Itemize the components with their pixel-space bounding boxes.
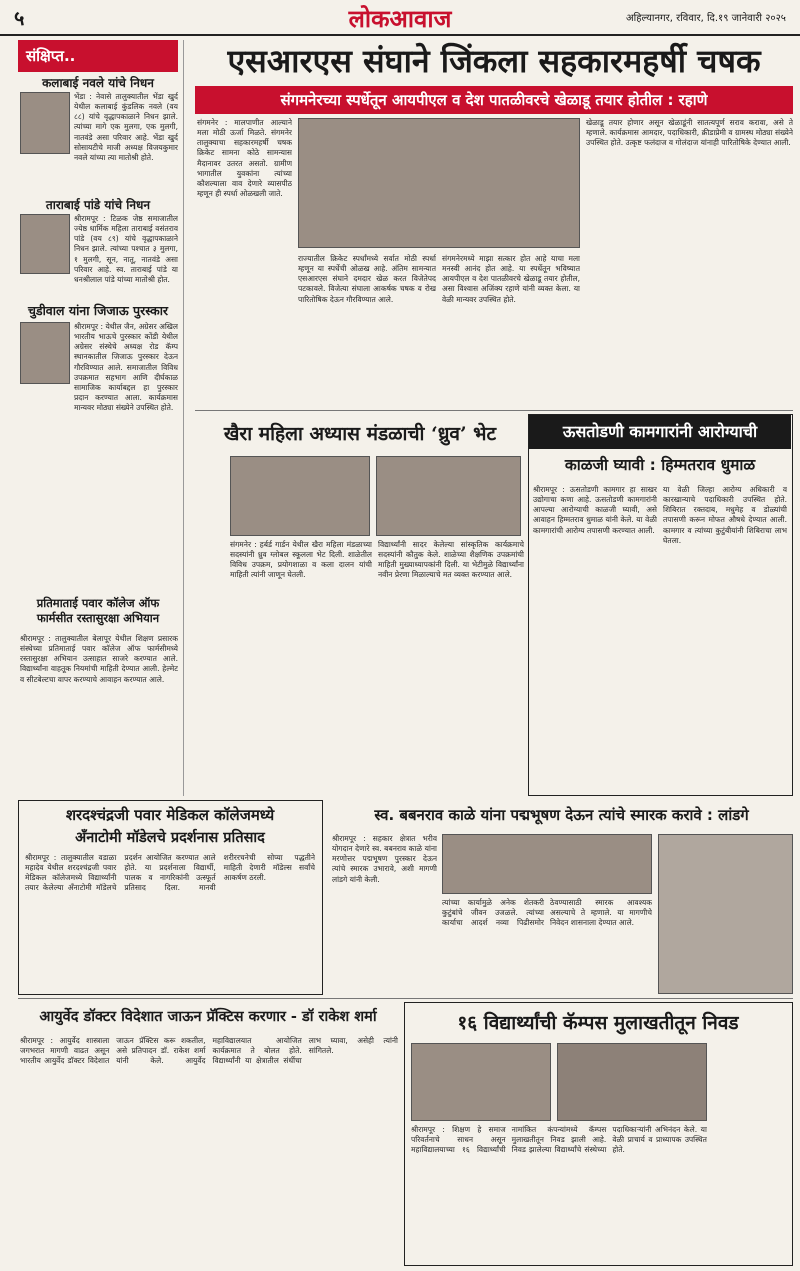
masthead: लोकआवाज [348,4,452,33]
story-body: संगमनेर : हर्बर्ड गार्डन येथील खैरा महिला मंडळाच्या सदस्यांनी ध्रुव ग्लोबल स्कूलला भेट दिली. शाळेतील विविध उपक्रम, प्रयोगशाळा व कला दालन यांची माहिती त्यांनी जाणून घेतली. [230,540,372,580]
event-photo [658,834,793,994]
story-headline: शरदश्चंद्रजी पवार मेडिकल कॉलेजमध्ये [65,806,275,824]
page-header [0,0,800,36]
brief-body: श्रीरामपूर : तालुक्यातील बेलापूर येथील शिक्षण प्रसारक संस्थेच्या प्रतिमाताई पवार कॉलेज ऑफ फार्मसीमध्ये रस्तासुरक्षा अभियान उत्साहात साजरे करण्यात आले. विद्यार्थ्यांना वाहतूक नियमांची माहिती देण्यात आली. हेल्मेट व सीटबेल्टचा वापर करण्याचे आवाहन करण्यात आले. [20,634,178,684]
story-box [18,800,323,995]
story-subheadline: अँनाटोमी मॉडेलचे प्रदर्शनास प्रतिसाद [75,830,265,846]
brief-body: श्रीरामपूर : येथील जैन, अग्रेसर अखिल भारतीय भाऊचे पुरस्कार कोंडी येथील अग्रेसर संस्थेचे अध्यक्ष रोड कॅम्प स्थानकातील जिजाऊ पुरस्कार देऊन गौरविण्यात आले. समाजातील विविध उपक्रमात सहभाग आणि दीर्घकाळ सामाजिक कार्याबद्दल हा पुरस्कार प्रदान करण्यात आला. कार्यक्रमास मान्यवर मोठ्या संख्येने उपस्थित होते. [74,322,178,412]
brief-heading: प्रतिमाताई पवार कॉलेज ऑफ फार्मसीत रस्तासुरक्षा अभियान [36,596,160,625]
story-headline: ऊसतोडणी कामगारांनी आरोग्याची [529,415,791,449]
story-body: श्रीरामपूर : शिक्षण हे समाज परिवर्तनाचे साधन असून महाविद्यालयाच्या १६ विद्यार्थ्यांची नामांकित कंपन्यांमध्ये कॅम्पस मुलाखतीतून निवड झाली आहे. निवड झालेल्या विद्यार्थ्यांचे संस्थेच्या पदाधिकाऱ्यांनी अभिनंदन केले. या वेळी प्राचार्य व प्राध्यापक उपस्थित होते. [411,1125,707,1155]
story-body: श्रीरामपूर : आयुर्वेद शास्त्राला जगभरात मागणी वाढत असून भारतीय आयुर्वेद डॉक्टर विदेशात जाऊन प्रॅक्टिस करू शकतील, असे प्रतिपादन डॉ. राकेश शर्मा यांनी केले. आयुर्वेद महाविद्यालयात आयोजित कार्यक्रमात ते बोलत होते. विद्यार्थ्यांनी या क्षेत्रातील संधींचा लाभ घ्यावा, असेही त्यांनी सांगितले. [20,1036,398,1066]
lead-body: राज्यातील क्रिकेट स्पर्धांमध्ये सर्वात मोठी स्पर्धा म्हणून या स्पर्धेची ओळख आहे. अंतिम सामन्यात एसआरएस संघाने दमदार खेळ करत विजेतेपद पटकावले. विजेत्या संघाला आकर्षक चषक व रोख पारितोषिक देऊन गौरविण्यात आले. [298,254,436,304]
portrait-photo [20,214,70,274]
story-headline: १६ विद्यार्थ्यांची कॅम्पस मुलाखतीतून निवड [457,1012,739,1034]
story-body: विद्यार्थ्यांनी सादर केलेल्या सांस्कृतिक कार्यक्रमाचे सदस्यांनी कौतुक केले. शाळेच्या शैक्षणिक उपक्रमांची माहिती मुख्याध्यापकांनी दिली. या भेटीमुळे विद्यार्थ्यांना नवीन प्रेरणा मिळाल्याचे मत व्यक्त करण्यात आले. [378,540,524,580]
lead-body: खेळाडू तयार होणार असून खेळाडूंनी सातत्यपूर्ण सराव करावा, असे ते म्हणाले. कार्यक्रमास आमदार, पदाधिकारी, क्रीडाप्रेमी व ग्रामस्थ मोठ्या संख्येने उपस्थित होते. उत्कृष्ट फलंदाज व गोलंदाज यांनाही पारितोषिके देण्यात आली. [586,118,793,148]
divider [195,410,793,411]
brief-heading: चुडीवाल यांना जिजाऊ पुरस्कार [27,303,169,318]
lead-headline: एसआरएस संघाने जिंकला सहकारमहर्षी चषक [227,42,761,80]
story-box [404,1002,793,1266]
story-body: श्रीरामपूर : सहकार क्षेत्रात भरीव योगदान देणारे स्व. बबनराव काळे यांना मरणोत्तर पद्मभूषण पुरस्कार देऊन त्यांचे स्मारक उभारावे, अशी मागणी लांडगे यांनी केली. [332,834,437,884]
dateline: अहिल्यानगर, रविवार, दि.१९ जानेवारी २०२५ [626,13,786,24]
team-photo [298,118,580,248]
story-headline: खैरा महिला अध्यास मंडळाची ‘ध्रुव’ भेट [223,423,497,445]
story-headline: आयुर्वेद डॉक्टर विदेशात जाऊन प्रॅक्टिस करणार - डॉ राकेश शर्मा [39,1009,377,1025]
lead-body: संगमनेर : मालपाणीत आल्याने मला मोठी ऊर्जा मिळते. संगमनेर तालुक्याचा सहकारमहर्षी चषक क्रिकेट सामना कोठे सामन्यास मैदानावर उतरत असतो. ग्रामीण भागातील युवकांना त्यांच्या कौशल्याला वाव देणारे व्यासपीठ म्हणून ही स्पर्धा ओळखली जाते. [197,118,292,198]
portrait-photo [20,92,70,154]
brief-body: श्रीरामपूर : टिळक जेष्ठ समाजातील ज्येष्ठ धार्मिक महिला ताराबाई वसंतराव पांडे (वय ८९) यांचे वृद्धापकाळाने निधन झाले. त्यांच्या पश्चात ३ मुलगा, १ मुलगी, सून, नातू, नातवंडे असा परिवार आहे. स्व. ताराबाई पांडे या धनश्रीलाल पांडे यांच्या मातोश्री होत. [74,214,178,284]
portrait-photo [20,322,70,384]
divider [18,998,793,999]
group-photo [376,456,521,536]
story-body: या वेळी जिल्हा आरोग्य अधिकारी व कारखान्याचे पदाधिकारी उपस्थित होते. शिबिरात रक्तदाब, मधुमेह व डोळ्यांची तपासणी करून मोफत औषधे देण्यात आली. कामगार व त्यांच्या कुटुंबीयांनी शिबिराचा लाभ घेतला. [663,485,787,545]
brief-heading: ताराबाई पांडे यांचे निधन [45,198,151,212]
story-body: त्यांच्या कार्यामुळे अनेक शेतकरी कुटुंबांचे जीवन उजळले. त्यांच्या कार्याचा आदर्श नव्या पिढीसमोर ठेवण्यासाठी स्मारक आवश्यक असल्याचे ते म्हणाले. या मागणीचे निवेदन शासनाला देण्यात आले. [442,898,652,928]
story-body: श्रीरामपूर : ऊसतोडणी कामगार हा साखर उद्योगाचा कणा आहे. ऊसतोडणी कामगारांनी आपल्या आरोग्याची काळजी घ्यावी, असे आवाहन हिम्मतराव धुमाळ यांनी केले. या वेळी कामगारांची आरोग्य तपासणी करण्यात आली. [533,485,657,535]
lead-subhead: संगमनेरच्या स्पर्धेतून आयपीएल व देश पातळीवरचे खेळाडू तयार होतील : रहाणे [195,86,793,114]
story-box [528,414,793,796]
story-subheadline: काळजी घ्यावी : हिम्मतराव धुमाळ [564,456,756,474]
sidebar-briefs [18,40,184,796]
group-photo [411,1043,551,1121]
page-number: ५ [14,6,25,30]
brief-heading: कलाबाई नवले यांचे निधन [42,76,154,90]
group-photo [557,1043,707,1121]
event-photo [442,834,652,894]
lead-body: संगमनेरमध्ये माझा सत्कार होत आहे याचा मला मनस्वी आनंद होत आहे. या स्पर्धेतून भविष्यात आयपीएल व देश पातळीवरचे खेळाडू तयार होतील, असा विश्वास अजिंक्य रहाणे यांनी व्यक्त केला. या वेळी मान्यवर उपस्थित होते. [442,254,580,304]
sidebar-title: संक्षिप्त.. [18,40,178,72]
story-body: श्रीरामपूर : तालुक्यातील वडाळा महादेव येथील शरदश्चंद्रजी पवार मेडिकल कॉलेजमध्ये विद्यार्थ्यांनी तयार केलेल्या अँनाटोमी मॉडेलचे प्रदर्शन आयोजित करण्यात आले होते. या प्रदर्शनाला विद्यार्थी, पालक व नागरिकांनी उत्स्फूर्त प्रतिसाद दिला. मानवी शरीररचनेची सोप्या पद्धतीने माहिती देणारी मॉडेल्स सर्वांचे आकर्षण ठरली. [25,853,315,893]
story-headline: स्व. बबनराव काळे यांना पद्मभूषण देऊन त्यांचे स्मारक करावे : लांडगे [374,806,749,824]
brief-body: भेंडा : नेवासे तालुक्यातील भेंडा खुर्द येथील कलाबाई कुंडलिक नवले (वय ८८) यांचे वृद्धापकाळाने निधन झाले. त्यांच्या मागे एक मुलगा, एक मुलगी, नातवंडे असा परिवार आहे. भेंडा खुर्द सोसायटीचे माजी अध्यक्ष विजयकुमार नवले यांच्या त्या मातोश्री होते. [74,92,178,162]
group-photo [230,456,370,536]
